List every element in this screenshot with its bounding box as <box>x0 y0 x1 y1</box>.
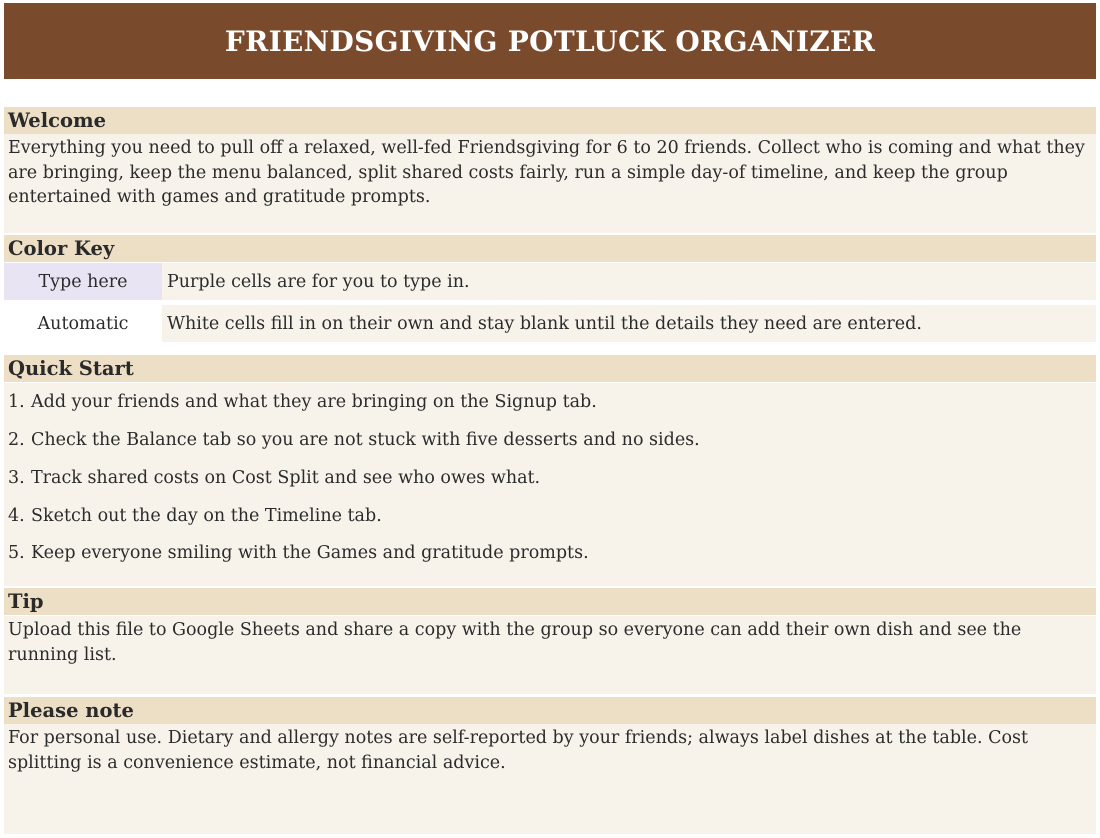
quick-start-heading: Quick Start <box>4 355 1096 382</box>
quick-start-item <box>4 497 1096 535</box>
quick-start-item <box>4 383 1096 421</box>
color-key-description: Purple cells are for you to type in. <box>167 271 470 292</box>
item-number: 1. <box>8 392 25 412</box>
welcome-heading: Welcome <box>4 107 1096 134</box>
item-text: Add your friends and what they are bringing on the Signup tab. <box>31 392 597 412</box>
color-key-row-automatic <box>4 305 1096 342</box>
item-text: Track shared costs on Cost Split and see who owes what. <box>31 468 541 488</box>
item-number: 5. <box>8 543 25 563</box>
item-text: Sketch out the day on the Timeline tab. <box>31 506 382 526</box>
item-number: 3. <box>8 468 25 488</box>
quick-start-item <box>4 535 1096 586</box>
note-text: For personal use. Dietary and allergy notes are self-reported by your friends; always label dishes at the table. Cost splitting is a convenience estimate, not financial advice. <box>4 724 1096 834</box>
automatic-cell-swatch: Automatic <box>4 305 162 342</box>
tip-text: Upload this file to Google Sheets and share a copy with the group so everyone can add their own dish and see the running list. <box>4 616 1096 694</box>
item-text: Check the Balance tab so you are not stuck with five desserts and no sides. <box>31 430 700 450</box>
color-key-description: White cells fill in on their own and stay blank until the details they need are entered. <box>167 313 922 334</box>
color-key-heading: Color Key <box>4 235 1096 262</box>
color-key-row-input <box>4 263 1096 300</box>
note-heading: Please note <box>4 697 1096 724</box>
item-number: 4. <box>8 506 25 526</box>
input-cell-swatch: Type here <box>4 263 162 300</box>
item-text: Keep everyone smiling with the Games and gratitude prompts. <box>31 543 589 563</box>
tip-heading: Tip <box>4 588 1096 615</box>
item-number: 2. <box>8 430 25 450</box>
quick-start-item <box>4 459 1096 497</box>
page-title: FRIENDSGIVING POTLUCK ORGANIZER <box>4 3 1096 79</box>
quick-start-item <box>4 421 1096 459</box>
welcome-text: Everything you need to pull off a relaxed, well-fed Friendsgiving for 6 to 20 friends. Collect who is coming and what they are bringing, keep the menu balanced, split shared costs fairly, run a simple day-of timeline, and keep the group entertained with games and gratitude prompts. <box>4 134 1096 233</box>
